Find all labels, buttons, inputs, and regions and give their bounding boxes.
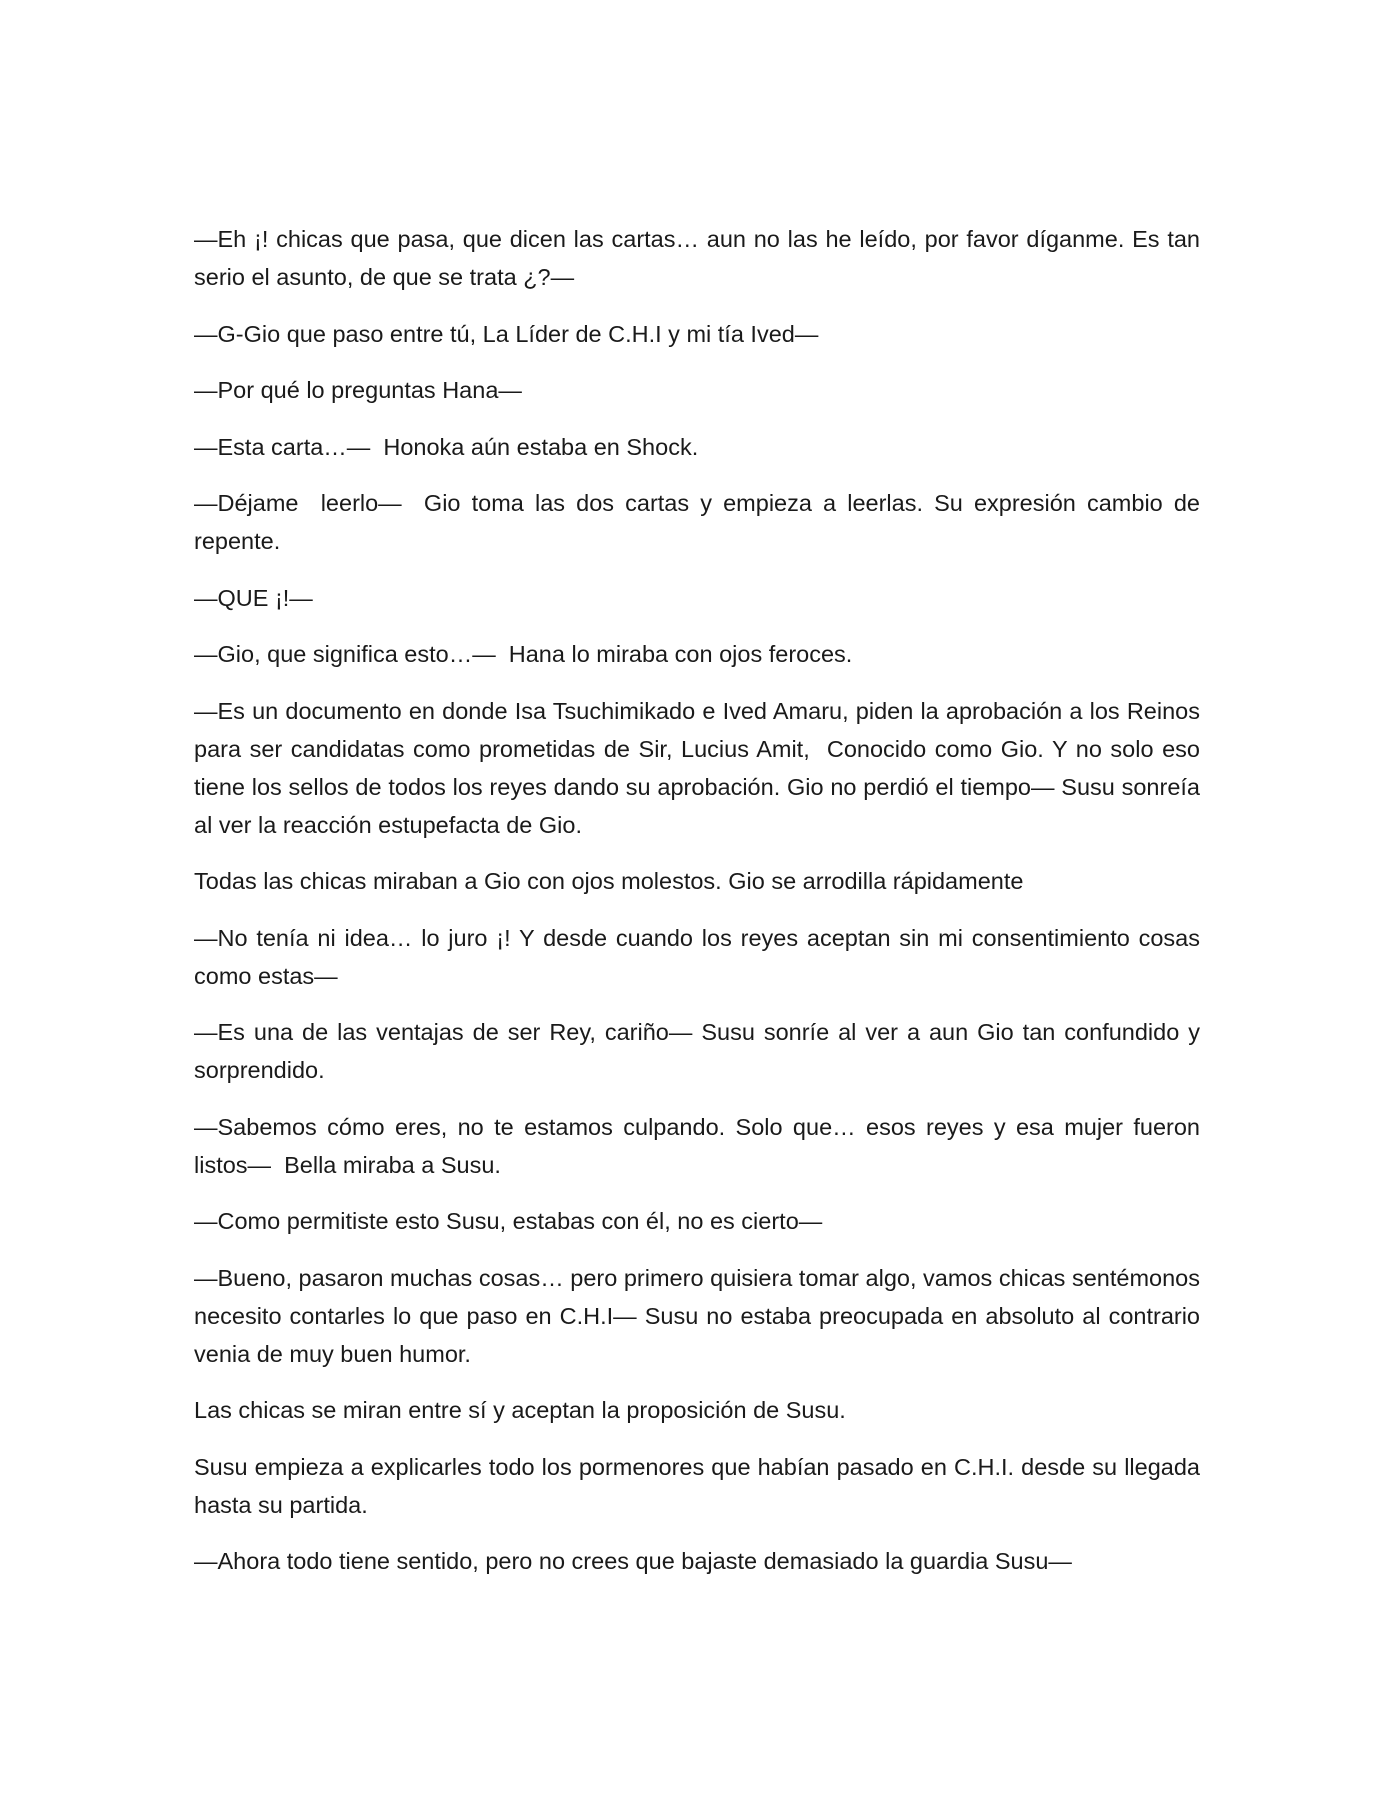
paragraph: Todas las chicas miraban a Gio con ojos molestos. Gio se arrodilla rápidamente [194,868,1024,894]
paragraph: Las chicas se miran entre sí y aceptan la proposición de Susu. [194,1397,846,1423]
paragraph: —Sabemos cómo eres, no te estamos culpando. Solo que… esos reyes y esa mujer fueron listos— Bella miraba a Susu. [194,1113,1207,1178]
paragraph: —Déjame leerlo— Gio toma las dos cartas y empieza a leerlas. Su expresión cambio de repente. [194,490,1207,554]
paragraph: Susu empieza a explicarles todo los pormenores que habían pasado en C.H.I. desde su llegada hasta su partida. [194,1453,1207,1518]
paragraph: —No tenía ni idea… lo juro ¡! Y desde cuando los reyes aceptan sin mi consentimiento cosas como estas— [194,924,1207,989]
paragraph: —QUE ¡!— [194,584,313,611]
paragraph: —Como permitiste esto Susu, estabas con él, no es cierto— [194,1208,823,1234]
paragraph: —Es una de las ventajas de ser Rey, cariño— Susu sonríe al ver a aun Gio tan confundido y sorprendido. [194,1019,1207,1083]
paragraph: —Gio, que significa esto…— Hana lo miraba con ojos feroces. [194,641,853,667]
paragraph: —Eh ¡! chicas que pasa, que dicen las cartas… aun no las he leído, por favor díganme. Es tan serio el asunto, de que se trata ¿?— [194,226,1207,290]
document-body [194,220,1207,1599]
paragraph: —Por qué lo preguntas Hana— [194,377,522,403]
paragraph: —G-Gio que paso entre tú, La Líder de C.H.I y mi tía Ived— [194,320,819,347]
paragraph: —Ahora todo tiene sentido, pero no crees que bajaste demasiado la guardia Susu— [194,1548,1072,1574]
paragraph: —Es un documento en donde Isa Tsuchimikado e Ived Amaru, piden la aprobación a los Reinos para ser candidatas como prometidas de Sir, Lucius Amit, Conocido como Gio. Y no solo eso tiene los sellos de todos los reyes dando su aprobación. Gio no perdió el tiempo— Susu sonreía al ver la reacción estupefacta de Gio. [194,697,1207,838]
paragraph: —Bueno, pasaron muchas cosas… pero primero quisiera tomar algo, vamos chicas sentémonos necesito contarles lo que paso en C.H.I— Susu no estaba preocupada en absoluto al contrario venia de muy buen humor. [194,1264,1207,1367]
paragraph: —Esta carta…— Honoka aún estaba en Shock. [194,433,699,460]
